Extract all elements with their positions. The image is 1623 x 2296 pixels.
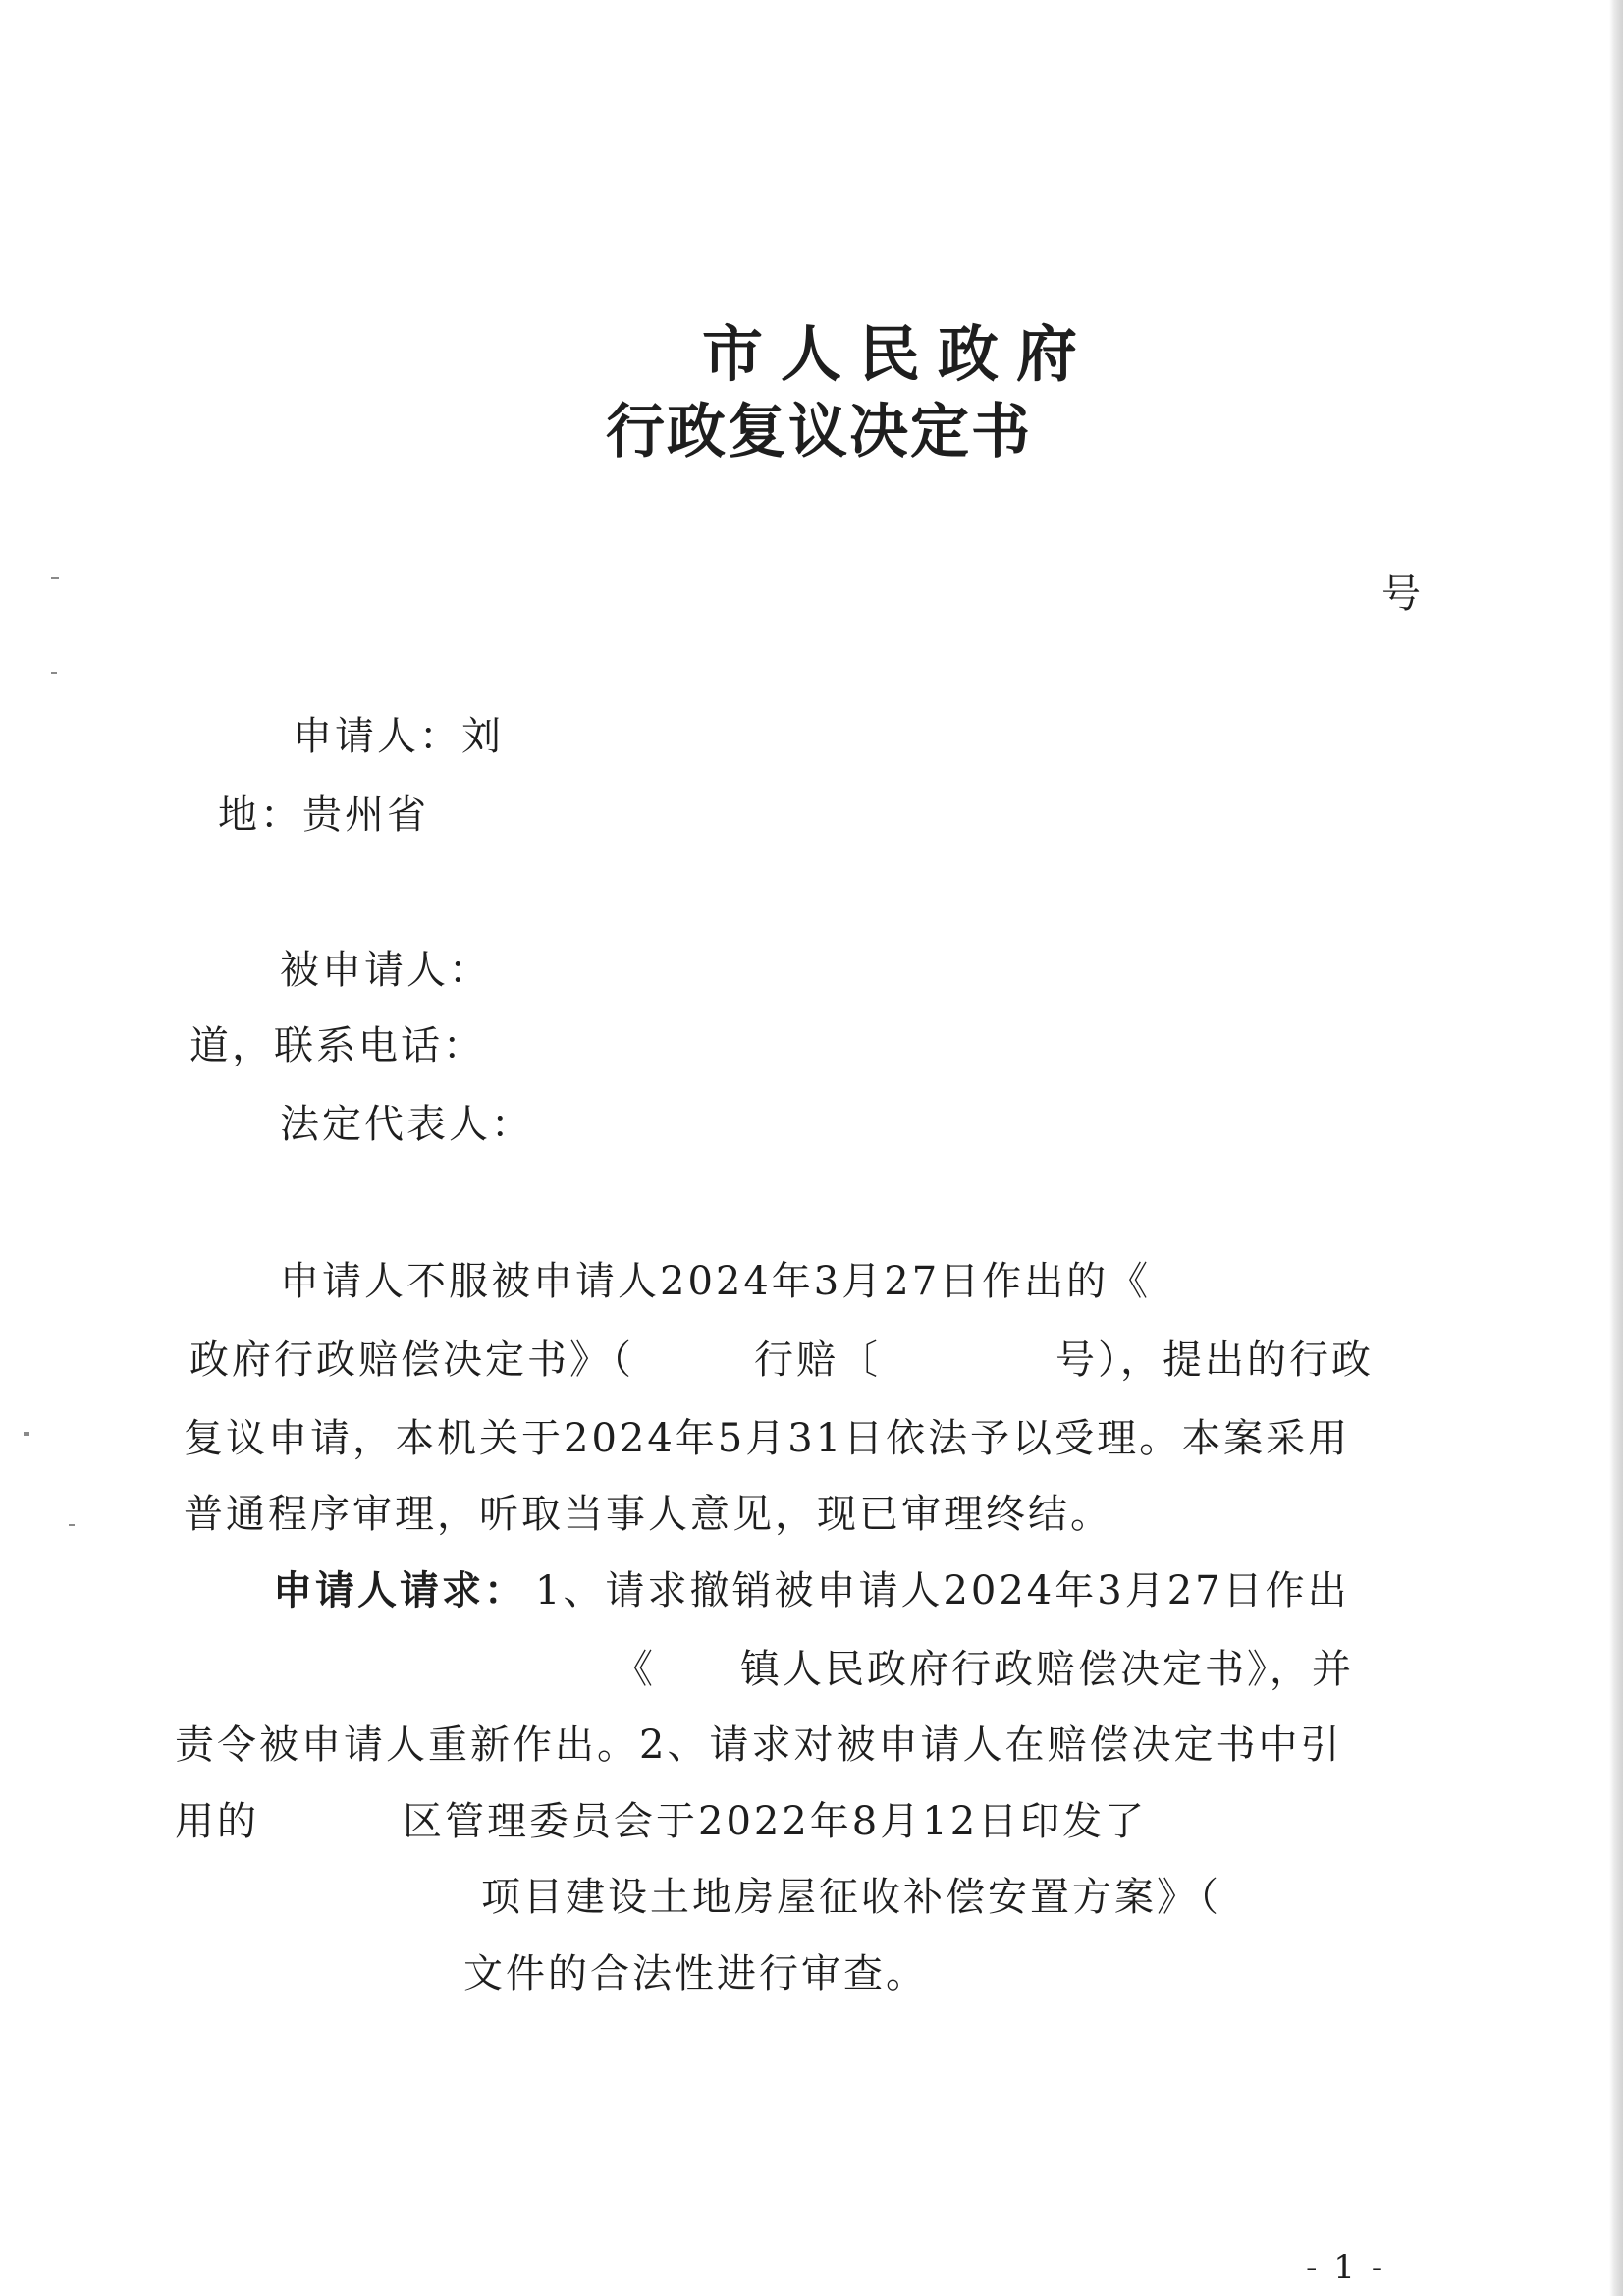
request-line-3: 责令被申请人重新作出。2、请求对被申请人在赔偿决定书中引 [175,1722,1343,1768]
request-line-5: 项目建设土地房屋征收补偿安置方案》（ [481,1875,1221,1920]
document-title-line1: 市人民政府 [702,318,1096,390]
intro-line-2a: 政府行政赔偿决定书》（ [189,1338,634,1383]
document-title-line2: 行政复议决定书 [606,398,1032,466]
scan-mark [24,1432,29,1436]
scan-mark [51,672,57,674]
intro-line-3: 复议申请，本机关于2024年5月31日依法予以受理。本案采用 [184,1416,1351,1461]
request-line-1: 1、请求撤销被申请人2024年3月27日作出 [535,1568,1350,1613]
contact-line: 道，联系电话： [189,1023,485,1068]
request-line-4b: 区管理委员会于2022年8月12日印发了 [403,1799,1148,1844]
page-number: - 1 - [1306,2248,1386,2287]
request-line-2: 《 镇人民政府行政赔偿决定书》，并 [614,1647,1354,1692]
intro-line-2b: 行赔〔 [754,1338,881,1383]
document-number: 号 [1381,572,1424,617]
intro-line-1: 申请人不服被申请人2024年3月27日作出的《 [280,1259,1152,1304]
respondent-line: 被申请人： [280,948,491,993]
scan-edge-shadow [1609,0,1623,2296]
address-line: 地：贵州省 [218,793,429,838]
applicant-line: 申请人：刘 [293,714,504,759]
scan-mark [51,577,59,579]
scan-mark [69,1524,75,1526]
legal-rep-line: 法定代表人： [280,1102,533,1147]
request-label: 申请人请求： [273,1567,526,1613]
request-line-6: 文件的合法性进行审查。 [463,1951,928,1996]
intro-line-4: 普通程序审理，听取当事人意见，现已审理终结。 [184,1492,1112,1537]
request-line-4a: 用的 [175,1799,259,1844]
intro-line-2c: 号），提出的行政 [1055,1338,1374,1383]
